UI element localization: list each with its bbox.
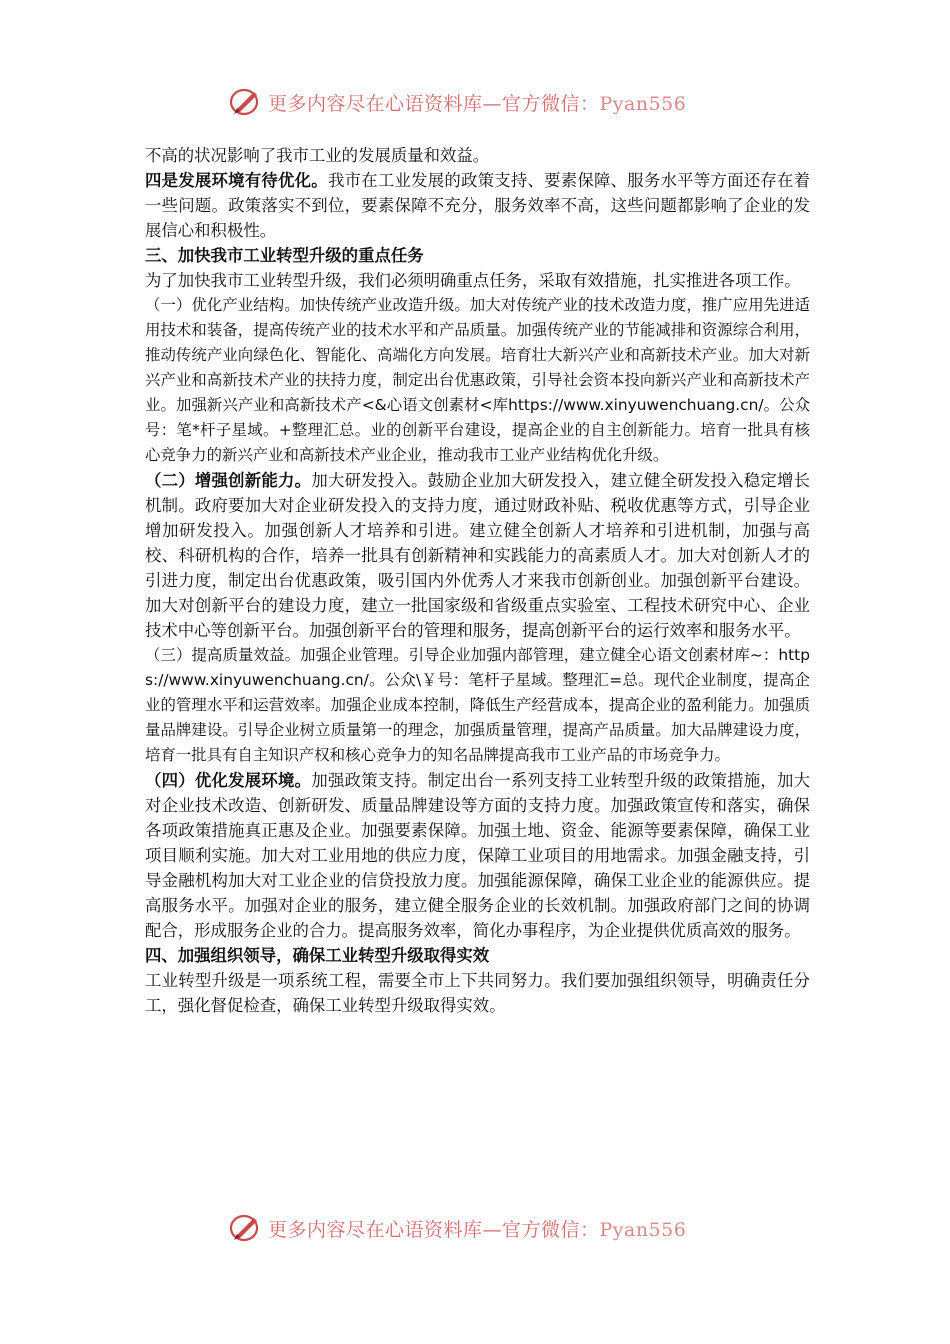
pen-logo-icon: [228, 1210, 264, 1246]
footer-banner: [228, 1208, 728, 1248]
paragraph: 工业转型升级是一项系统工程，需要全市上下共同努力。我们要加强组织领导，明确责任分工，强化督促检查，确保工业转型升级取得实效。: [145, 971, 810, 1015]
paragraph-lead: （四）优化发展环境。: [145, 771, 312, 790]
header-banner: [228, 82, 728, 122]
paragraph-lead: （二）增强创新能力。: [145, 471, 312, 490]
paragraph-lead: 四是发展环境有待优化。: [145, 171, 328, 190]
paragraph: （四）优化发展环境。加强政策支持。制定出台一系列支持工业转型升级的政策措施，加大对企业技术改造、创新研发、质量品牌建设等方面的支持力度。加强政策宣传和落实，确保各项政策措施真正惠及企业。加强要素保障。加强土地、资金、能源等要素保障，确保工业项目顺利实施。加大对工业用地的供应力度，保障工业项目的用地需求。加强金融支持，引导金融机构加大对工业企业的信贷投放力度。加强能源保障，确保工业企业的能源供应。提高服务水平。加强对企业的服务，建立健全服务企业的长效机制。加强政府部门之间的协调配合，形成服务企业的合力。提高服务效率，简化办事程序，为企业提供优质高效的服务。: [145, 771, 811, 940]
paragraph: （三）提高质量效益。加强企业管理。引导企业加强内部管理，建立健全心语文创素材库~：https://www.xinyuwenchuang.cn/。公众\￥号：笔杆子星域。整理汇=总。现代企业制度，提高企业的管理水平和运营效率。加强企业成本控制，降低生产经营成本，提高企业的盈利能力。加强质量品牌建设。引导企业树立质量第一的理念，加强质量管理，提高产品质量。加大品牌建设力度，培育一批具有自主知识产权和核心竞争力的知名品牌提高我市工业产品的市场竞争力。: [145, 646, 810, 764]
paragraph: 四是发展环境有待优化。我市在工业发展的政策支持、要素保障、服务水平等方面还存在着一些问题。政策落实不到位，要素保障不充分，服务效率不高，这些问题都影响了企业的发展信心和积极性。: [145, 171, 811, 240]
section-heading: 三、加快我市工业转型升级的重点任务: [145, 246, 424, 265]
paragraph: 不高的状况影响了我市工业的发展质量和效益。: [145, 146, 490, 165]
paragraph: （一）优化产业结构。加快传统产业改造升级。加大对传统产业的技术改造力度，推广应用先进适用技术和装备，提高传统产业的技术水平和产品质量。加强传统产业的节能减排和资源综合利用，推动传统产业向绿色化、智能化、高端化方向发展。培育壮大新兴产业和高新技术产业。加大对新兴产业和高新技术产业的扶持力度，制定出台优惠政策，引导社会资本投向新兴产业和高新技术产业。加强新兴产业和高新技术产<&心语文创素材<库https://www.xinyuwenchuang.cn/。公众号：笔*杆子星域。+整理汇总。业的创新平台建设，提高企业的自主创新能力。培育一批具有核心竞争力的新兴产业和高新技术产业企业，推动我市工业产业结构优化升级。: [145, 296, 810, 464]
banner-text: 更多内容尽在心语资料库—官方微信：Pyan556: [268, 92, 687, 115]
banner-text: 更多内容尽在心语资料库—官方微信：Pyan556: [268, 1218, 687, 1241]
document-body: [145, 143, 810, 1018]
paragraph: 为了加快我市工业转型升级，我们必须明确重点任务，采取有效措施，扎实推进各项工作。: [145, 271, 801, 290]
pen-logo-icon: [228, 84, 264, 120]
section-heading: 四、加强组织领导，确保工业转型升级取得实效: [145, 946, 490, 965]
paragraph: （二）增强创新能力。加大研发投入。鼓励企业加大研发投入，建立健全研发投入稳定增长机制。政府要加大对企业研发投入的支持力度，通过财政补贴、税收优惠等方式，引导企业增加研发投入。加强创新人才培养和引进。建立健全创新人才培养和引进机制，加强与高校、科研机构的合作，培养一批具有创新精神和实践能力的高素质人才。加大对创新人才的引进力度，制定出台优惠政策，吸引国内外优秀人才来我市创新创业。加强创新平台建设。加大对创新平台的建设力度，建立一批国家级和省级重点实验室、工程技术研究中心、企业技术中心等创新平台。加强创新平台的管理和服务，提高创新平台的运行效率和服务水平。: [145, 471, 811, 640]
